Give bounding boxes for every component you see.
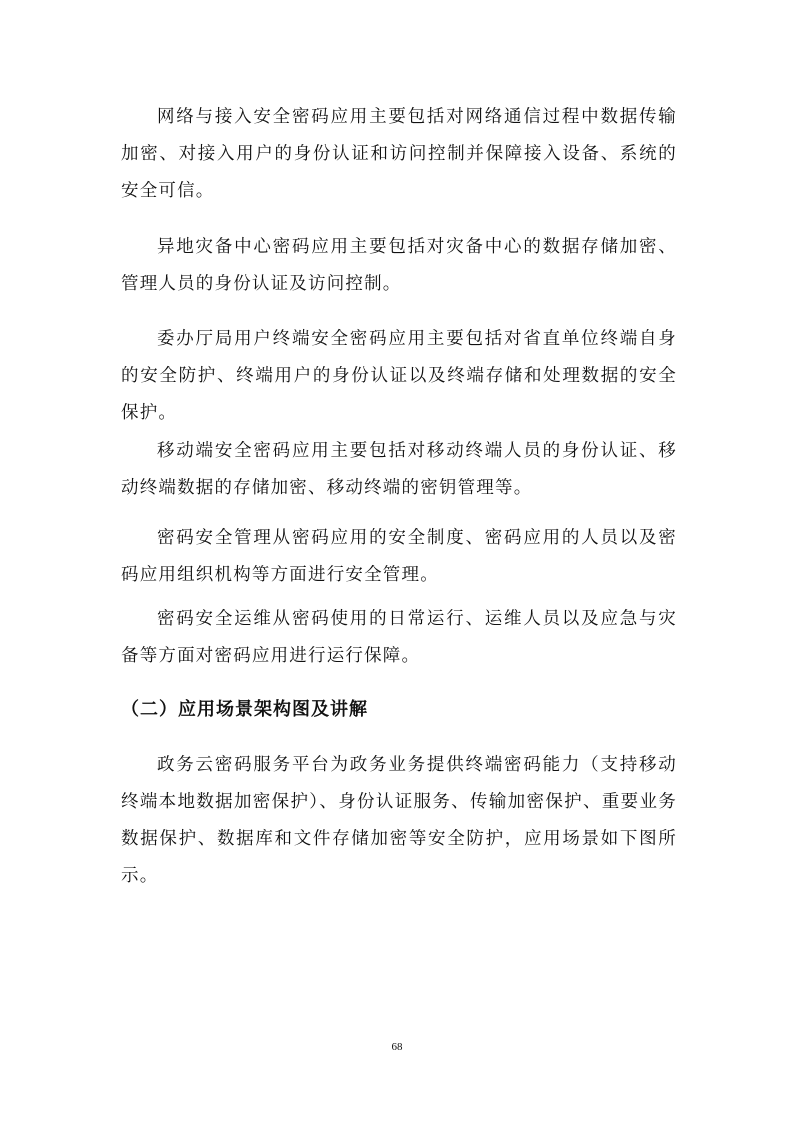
paragraph-application-scenario: 政务云密码服务平台为政务业务提供终端密码能力（支持移动终端本地数据加密保护）、身份认证服务、传输加密保护、重要业务数据保护、数据库和文件存储加密等安全防护，应用场景如下图所示。 (121, 755, 677, 886)
page-number: 68 (391, 1041, 403, 1053)
paragraph-disaster-recovery: 异地灾备中心密码应用主要包括对灾备中心的数据存储加密、管理人员的身份认证及访问控制。 (121, 237, 677, 294)
paragraph-network-access: 网络与接入安全密码应用主要包括对网络通信过程中数据传输加密、对接入用户的身份认证和访问控制并保障接入设备、系统的安全可信。 (121, 107, 677, 201)
paragraph-security-management: 密码安全管理从密码应用的安全制度、密码应用的人员以及密码应用组织机构等方面进行安全管理。 (121, 528, 677, 585)
paragraph-user-terminal: 委办厅局用户终端安全密码应用主要包括对省直单位终端自身的安全防护、终端用户的身份认证以及终端存储和处理数据的安全保护。 (121, 329, 677, 423)
paragraph-security-operations: 密码安全运维从密码使用的日常运行、运维人员以及应急与灾备等方面对密码应用进行运行保障。 (121, 609, 677, 666)
paragraph-mobile: 移动端安全密码应用主要包括对移动终端人员的身份认证、移动终端数据的存储加密、移动终端的密钥管理等。 (121, 441, 677, 498)
section-heading: （二）应用场景架构图及讲解 (121, 699, 368, 720)
